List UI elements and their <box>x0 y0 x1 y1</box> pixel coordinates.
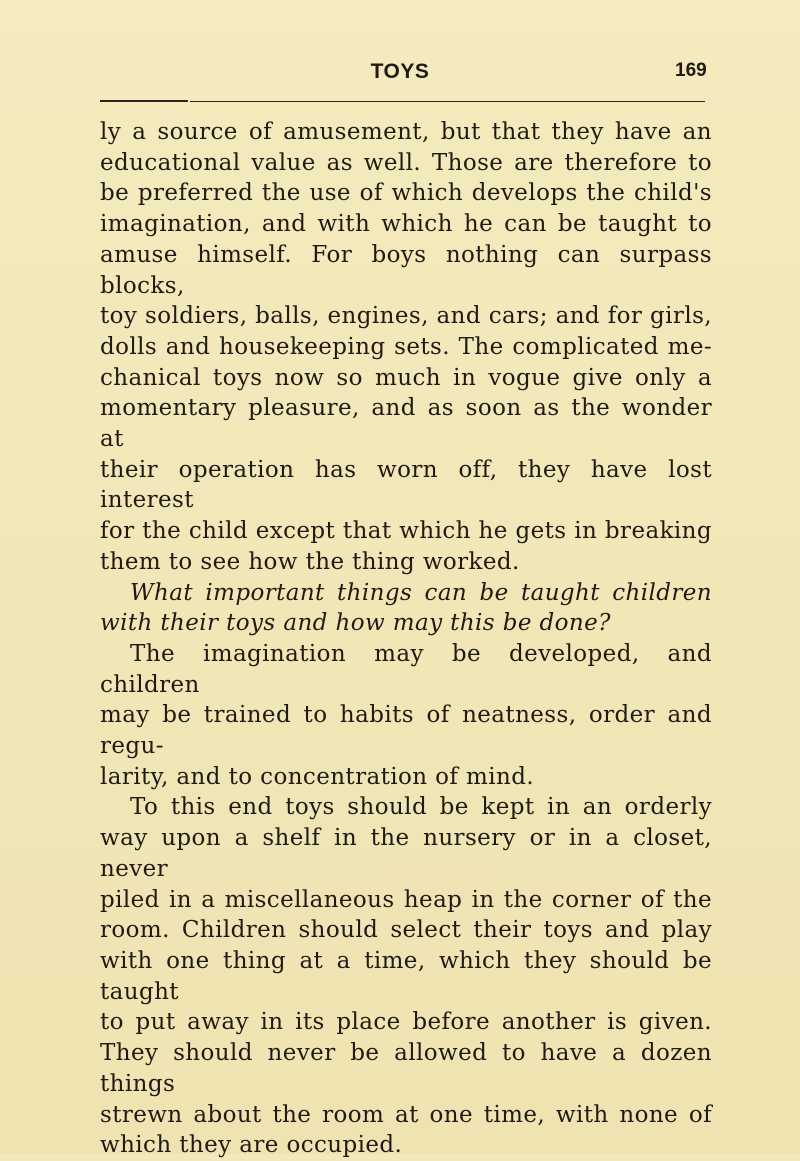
page-number: 169 <box>675 60 707 81</box>
text-line: be preferred the use of which develops the child's <box>100 180 712 207</box>
text-line: piled in a miscellaneous heap in the corner of the <box>100 886 712 913</box>
body-text <box>100 117 712 1161</box>
text-line: dolls and housekeeping sets. The complicated me- <box>100 333 712 360</box>
text-line: them to see how the thing worked. <box>100 548 520 575</box>
question-line: What important things can be taught children <box>130 579 712 606</box>
text-line: The imagination may be developed, and children <box>100 640 712 698</box>
header-rule-thick <box>100 100 188 102</box>
running-title: TOYS <box>370 60 430 83</box>
text-line: with one thing at a time, which they should be taught <box>100 947 712 1005</box>
header-rule-thin <box>190 101 705 102</box>
text-line: They should never be allowed to have a dozen things <box>100 1040 712 1097</box>
text-line: strewn about the room at one time, with none of <box>100 1101 712 1128</box>
text-line: room. Children should select their toys and play <box>100 917 712 944</box>
text-line: To this end toys should be kept in an orderly <box>130 794 712 821</box>
text-line: educational value as well. Those are therefore to <box>100 149 712 176</box>
text-line: chanical toys now so much in vogue give only a <box>100 364 712 391</box>
text-line: imagination, and with which he can be taught to <box>100 211 712 238</box>
text-line: which they are occupied. <box>100 1132 403 1159</box>
text-line: their operation has worn off, they have lost interest <box>100 456 712 514</box>
text-line: way upon a shelf in the nursery or in a closet, never <box>100 825 712 882</box>
text-line: amuse himself. For boys nothing can surpass blocks, <box>100 241 712 299</box>
page-header <box>0 58 800 92</box>
text-line: may be trained to habits of neatness, order and regu- <box>100 702 712 760</box>
text-line: larity, and to concentration of mind. <box>100 763 535 790</box>
text-line: for the child except that which he gets in breaking <box>100 518 712 545</box>
text-line: toy soldiers, balls, engines, and cars; and for girls, <box>100 303 712 330</box>
question-line: with their toys and how may this be done? <box>100 610 611 637</box>
text-line: momentary pleasure, and as soon as the wonder at <box>100 395 712 453</box>
text-line: to put away in its place before another is given. <box>100 1009 712 1036</box>
text-line: ly a source of amusement, but that they have an <box>100 119 712 145</box>
